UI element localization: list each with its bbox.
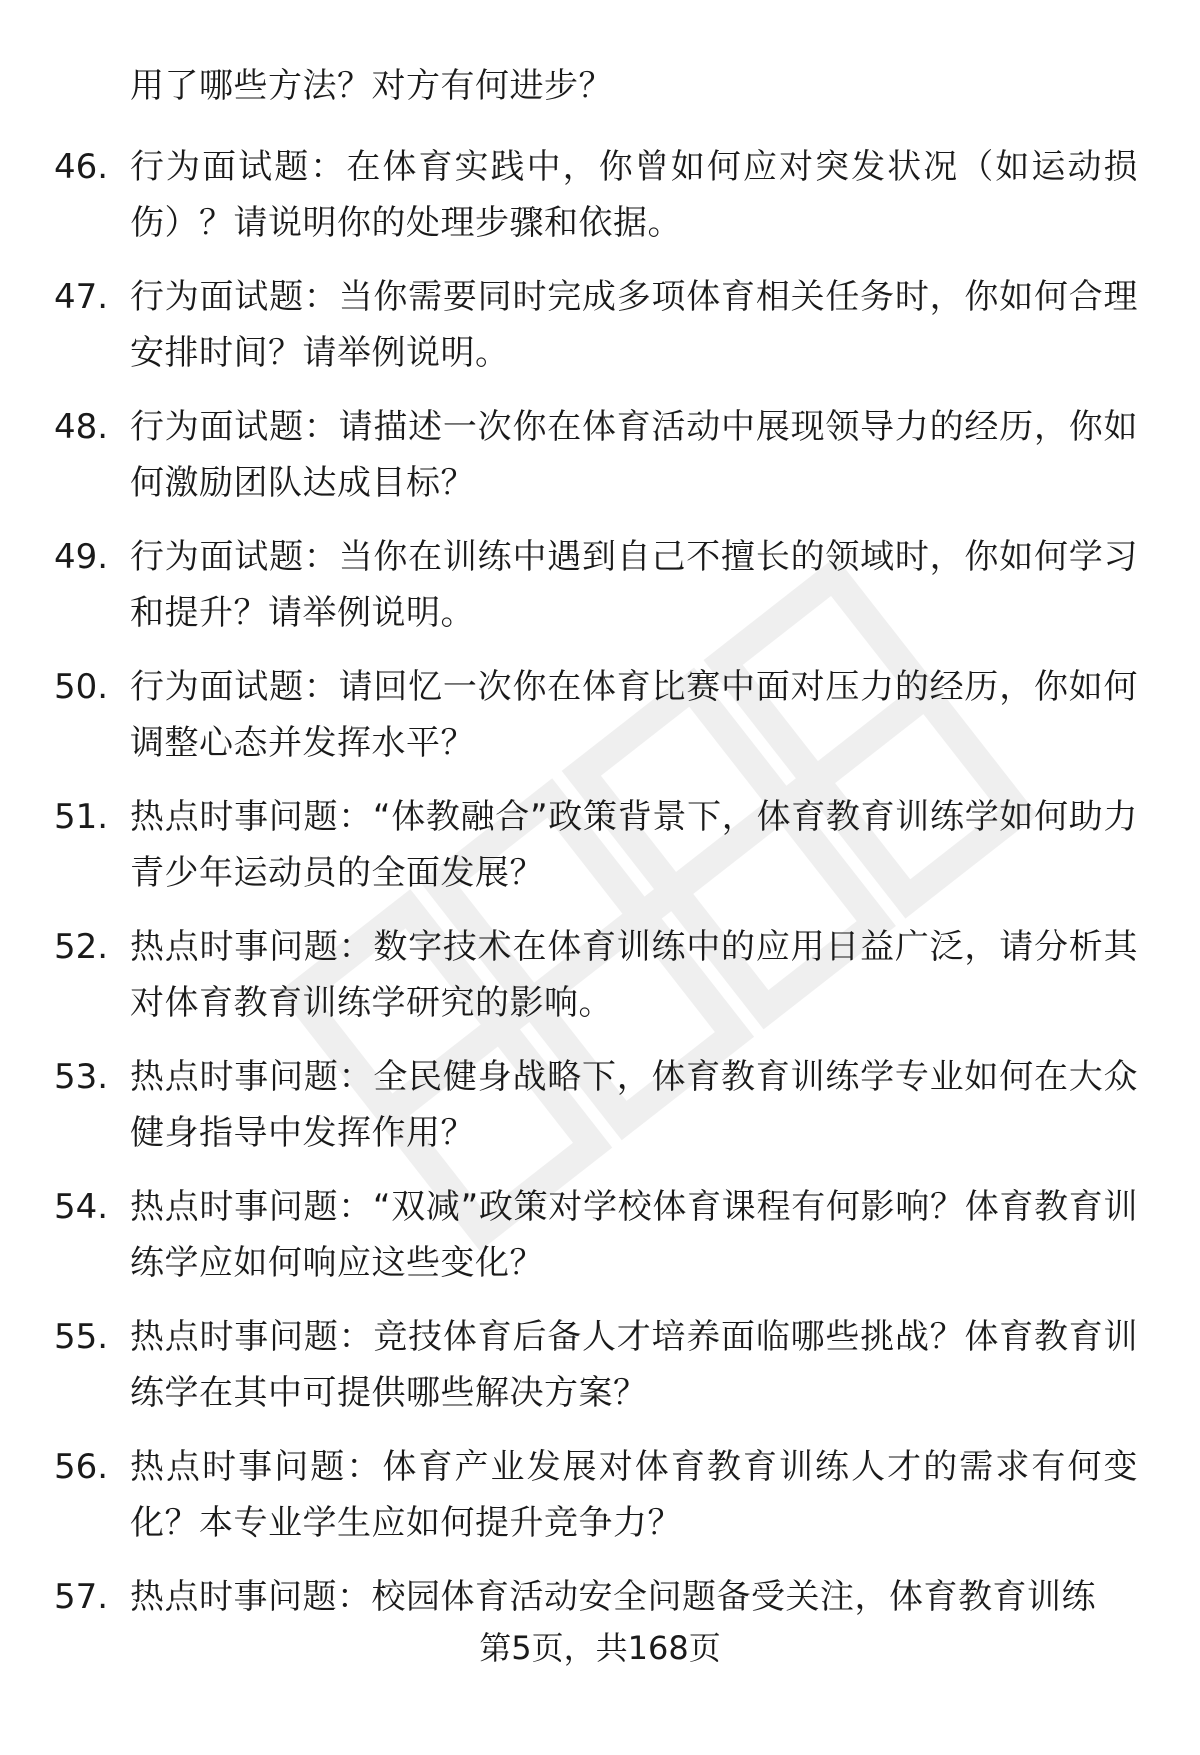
question-item [0, 1565, 1200, 1635]
question-number: 52. [54, 927, 109, 967]
question-item [0, 265, 1200, 395]
question-text: 热点时事问题：数字技术在体育训练中的应用日益广泛，请分析其对体育教育训练学研究的影响。 [130, 927, 1138, 1023]
question-number: 53. [54, 1057, 109, 1097]
question-item [0, 915, 1200, 1045]
question-item [0, 785, 1200, 915]
question-number: 47. [54, 277, 109, 317]
question-text: 行为面试题：当你需要同时完成多项体育相关任务时，你如何合理安排时间？请举例说明。 [130, 277, 1138, 373]
question-text: 热点时事问题：“体教融合”政策背景下，体育教育训练学如何助力青少年运动员的全面发展？ [130, 797, 1138, 893]
question-item [0, 1175, 1200, 1305]
question-number: 49. [54, 537, 109, 577]
page-footer: 第5页，共168页 [479, 1629, 721, 1667]
question-number: 57. [54, 1577, 109, 1617]
question-text: 行为面试题：在体育实践中，你曾如何应对突发状况（如运动损伤）？请说明你的处理步骤和依据。 [130, 147, 1138, 243]
question-item [0, 1435, 1200, 1565]
question-text: 热点时事问题：体育产业发展对体育教育训练人才的需求有何变化？本专业学生应如何提升竞争力？ [130, 1447, 1138, 1543]
question-item [0, 525, 1200, 655]
question-text: 行为面试题：请回忆一次你在体育比赛中面对压力的经历，你如何调整心态并发挥水平？ [130, 667, 1138, 763]
question-number: 50. [54, 667, 109, 707]
question-item [0, 655, 1200, 785]
question-item [0, 135, 1200, 265]
question-list [0, 135, 1200, 1635]
question-number: 54. [54, 1187, 109, 1227]
question-text: 热点时事问题：全民健身战略下，体育教育训练学专业如何在大众健身指导中发挥作用？ [130, 1057, 1138, 1153]
continuation-text: 用了哪些方法？对方有何进步？ [130, 66, 613, 106]
question-text: 行为面试题：请描述一次你在体育活动中展现领导力的经历，你如何激励团队达成目标？ [130, 407, 1138, 503]
question-text: 热点时事问题：校园体育活动安全问题备受关注，体育教育训练 [130, 1577, 1096, 1617]
question-number: 48. [54, 407, 109, 447]
question-text: 热点时事问题：“双减”政策对学校体育课程有何影响？体育教育训练学应如何响应这些变化？ [130, 1187, 1138, 1283]
question-text: 行为面试题：当你在训练中遇到自己不擅长的领域时，你如何学习和提升？请举例说明。 [130, 537, 1138, 633]
question-item [0, 1305, 1200, 1435]
question-number: 51. [54, 797, 109, 837]
question-text: 热点时事问题：竞技体育后备人才培养面临哪些挑战？体育教育训练学在其中可提供哪些解决方案？ [130, 1317, 1138, 1413]
question-number: 55. [54, 1317, 109, 1357]
question-item [0, 395, 1200, 525]
question-number: 46. [54, 147, 109, 187]
question-number: 56. [54, 1447, 109, 1487]
question-item [0, 1045, 1200, 1175]
